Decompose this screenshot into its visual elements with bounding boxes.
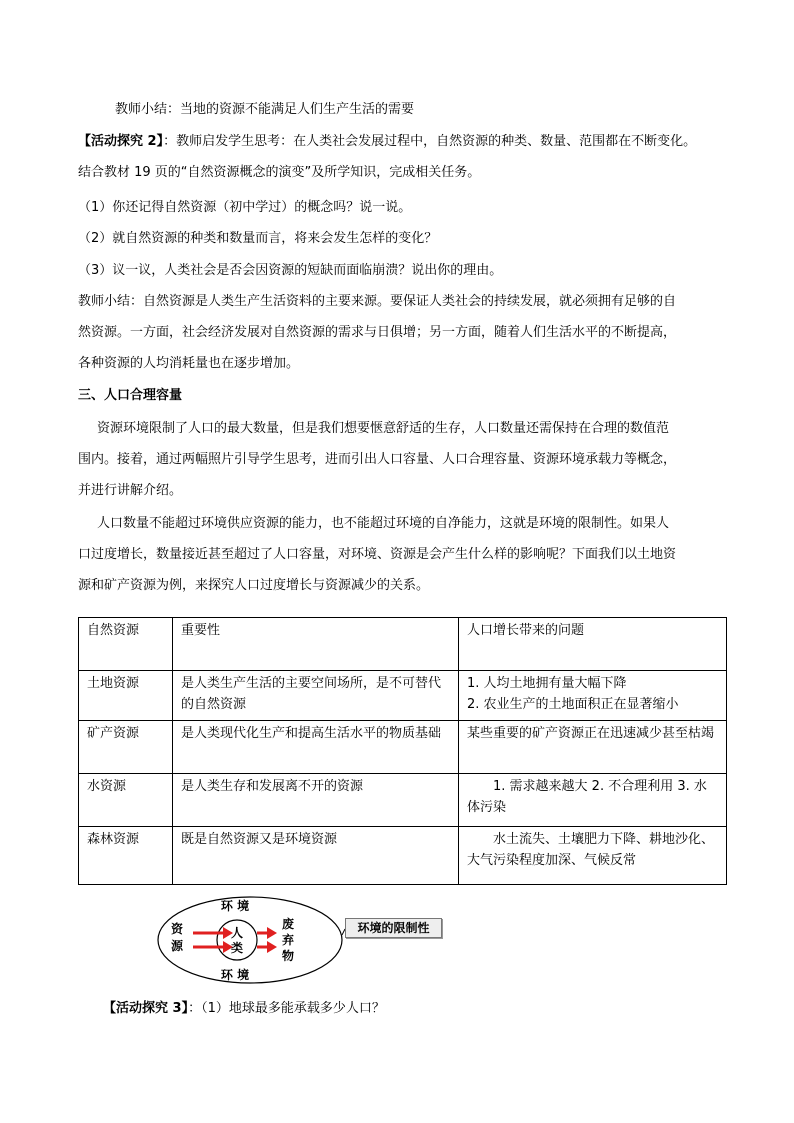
activity2-title: 【活动探究 2】 bbox=[78, 134, 164, 149]
table-header-cell: 重要性 bbox=[173, 618, 459, 671]
arrowhead-3 bbox=[267, 927, 277, 939]
waste-label-3: 物 bbox=[281, 949, 295, 963]
section-title: 三、人口合理容量 bbox=[78, 388, 183, 403]
resource-label-1: 资 bbox=[170, 922, 184, 936]
paragraph-1-line2: 围内。接着，通过两幅照片引导学生思考，进而引出人口容量、人口合理容量、资源环境承载力等概念， bbox=[78, 452, 677, 467]
table-header-cell: 人口增长带来的问题 bbox=[459, 618, 727, 671]
activity2-line2: 结合教材 19 页的“自然资源概念的演变”及所学知识，完成相关任务。 bbox=[78, 165, 481, 180]
table-cell: 森林资源 bbox=[79, 827, 173, 885]
diagram-svg bbox=[155, 893, 455, 988]
waste-label-2: 弃 bbox=[281, 933, 295, 947]
activity2-text: ：教师启发学生思考：在人类社会发展过程中，自然资源的种类、数量、范围都在不断变化。 bbox=[163, 134, 697, 149]
table-header-row bbox=[79, 618, 727, 671]
paragraph-1-line1: 资源环境限制了人口的最大数量，但是我们想要惬意舒适的生存，人口数量还需保持在合理的数值范 bbox=[97, 421, 670, 436]
paragraph-2-line3: 源和矿产资源为例，来探究人口过度增长与资源减少的关系。 bbox=[78, 578, 430, 593]
activity2-line1 bbox=[78, 133, 696, 151]
activity3-text: ：（1）地球最多能承载多少人口？ bbox=[188, 1001, 385, 1016]
waste-label-1: 废 bbox=[281, 917, 295, 931]
table-row bbox=[79, 721, 727, 774]
resource-label-2: 源 bbox=[170, 939, 184, 953]
arrowhead-4 bbox=[267, 941, 277, 953]
question-3: （3）议一议，人类社会是否会因资源的短缺而面临崩溃？说出你的理由。 bbox=[78, 263, 503, 278]
env-top-label: 环 境 bbox=[220, 899, 250, 913]
activity3-title: 【活动探究 3】 bbox=[103, 1001, 189, 1016]
table-cell: 土地资源 bbox=[79, 671, 173, 721]
human-label-2: 类 bbox=[230, 941, 244, 955]
table-cell: 1. 人均土地拥有量大幅下降 2. 农业生产的土地面积正在显著缩小 bbox=[459, 671, 727, 721]
table-cell: 既是自然资源又是环境资源 bbox=[173, 827, 459, 885]
teacher-summary-2-line3: 各种资源的人均消耗量也在逐步增加。 bbox=[78, 356, 300, 371]
table-row bbox=[79, 774, 727, 827]
table-cell: 某些重要的矿产资源正在迅速减少甚至枯竭 bbox=[459, 721, 727, 774]
table-header-cell: 自然资源 bbox=[79, 618, 173, 671]
teacher-summary-1: 教师小结：当地的资源不能满足人们生产生活的需要 bbox=[115, 102, 415, 117]
paragraph-2-line1: 人口数量不能超过环境供应资源的能力，也不能超过环境的自净能力，这就是环境的限制性。如果人 bbox=[97, 516, 670, 531]
teacher-summary-2-line2: 然资源。一方面，社会经济发展对自然资源的需求与日俱增；另一方面，随着人们生活水平的不断提高， bbox=[78, 325, 677, 340]
question-2: （2）就自然资源的种类和数量而言，将来会发生怎样的变化？ bbox=[78, 231, 438, 246]
env-bottom-label: 环 境 bbox=[220, 968, 250, 982]
table-cell: 是人类现代化生产和提高生活水平的物质基础 bbox=[173, 721, 459, 774]
activity3-line bbox=[103, 1000, 385, 1018]
environment-limit-callout: 环境的限制性 bbox=[345, 918, 442, 938]
table-cell: 水资源 bbox=[79, 774, 173, 827]
paragraph-2-line2: 口过度增长，数量接近甚至超过了人口容量，对环境、资源是会产生什么样的影响呢？下面我们以土地资 bbox=[78, 547, 677, 562]
question-1: （1）你还记得自然资源（初中学过）的概念吗？说一说。 bbox=[78, 200, 412, 215]
environment-ellipse bbox=[158, 897, 342, 983]
human-label-1: 人 bbox=[230, 926, 244, 940]
table-cell: 是人类生存和发展离不开的资源 bbox=[173, 774, 459, 827]
table-row bbox=[79, 671, 727, 721]
environment-diagram bbox=[155, 893, 455, 988]
table-cell: 1. 需求越来越大 2. 不合理利用 3. 水体污染 bbox=[459, 774, 727, 827]
table-row bbox=[79, 827, 727, 885]
table-cell: 水土流失、土壤肥力下降、耕地沙化、大气污染程度加深、气候反常 bbox=[459, 827, 727, 885]
table-cell: 是人类生产生活的主要空间场所，是不可替代的自然资源 bbox=[173, 671, 459, 721]
table-cell: 矿产资源 bbox=[79, 721, 173, 774]
teacher-summary-2-line1: 教师小结：自然资源是人类生产生活资料的主要来源。要保证人类社会的持续发展，就必须拥有足够的自 bbox=[78, 294, 677, 309]
resources-table bbox=[78, 617, 727, 885]
paragraph-1-line3: 并进行讲解介绍。 bbox=[78, 483, 183, 498]
